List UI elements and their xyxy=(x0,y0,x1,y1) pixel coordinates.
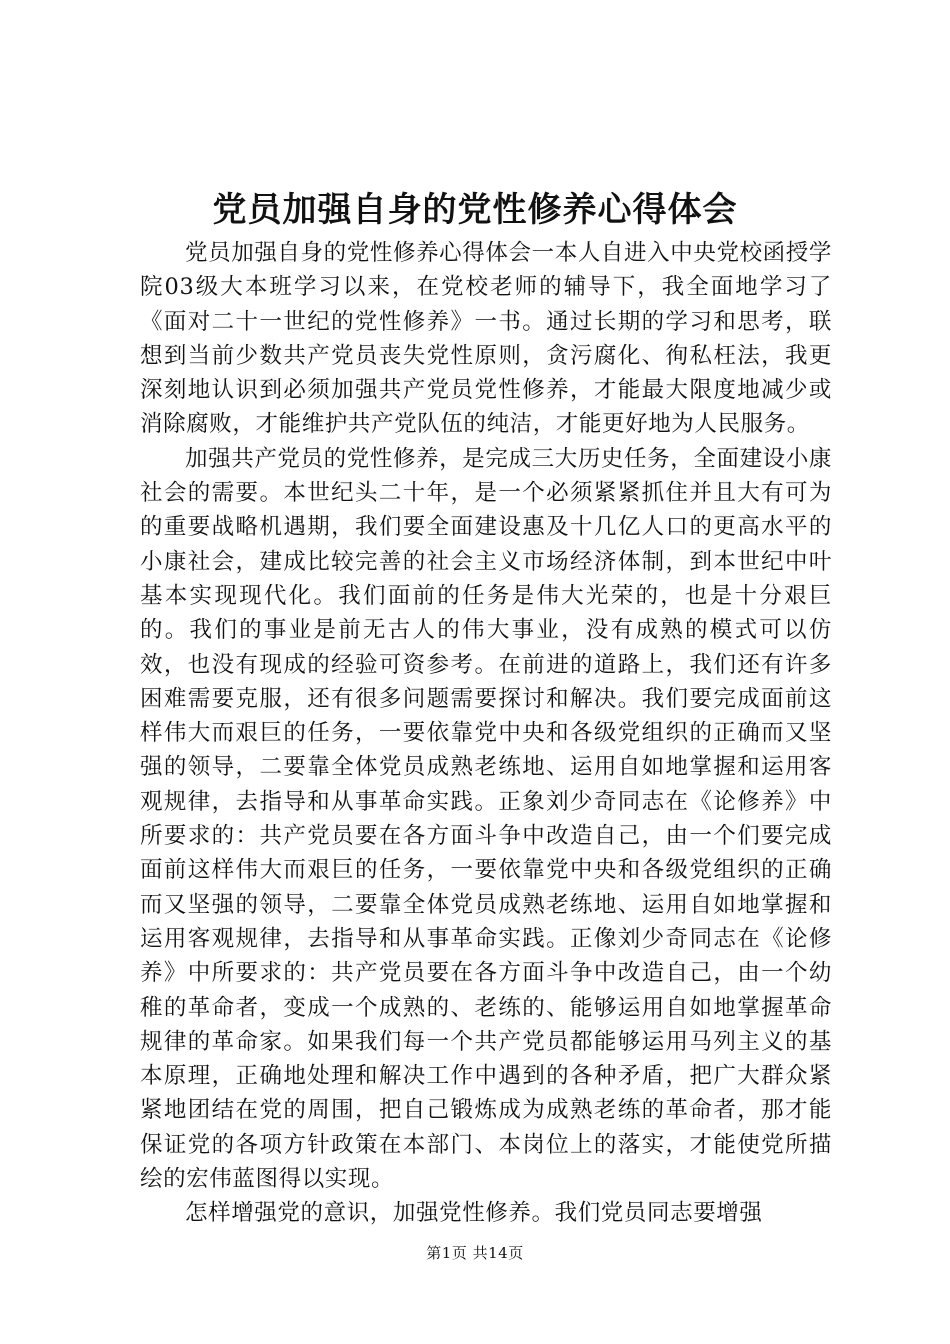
document-title: 党员加强自身的党性修养心得体会 xyxy=(212,190,738,230)
page-footer: 第1页 共14页 xyxy=(426,1244,524,1262)
paragraph: 党员加强自身的党性修养心得体会一本人自进入中央党校函授学院03级大本班学习以来，在党校老师的辅导下，我全面地学习了《面对二十一世纪的党性修养》一书。通过长期的学习和思考，联想到当前少数共产党员丧失党性原则，贪污腐化、徇私枉法，我更深刻地认识到必须加强共产党员党性修养，才能最大限度地减少或消除腐败，才能维护共产党队伍的纯洁，才能更好地为人民服务。 xyxy=(140,240,832,438)
paragraph: 怎样增强党的意识，加强党性修养。我们党员同志要增强 xyxy=(185,1200,763,1227)
document-body xyxy=(140,236,832,1231)
paragraph: 加强共产党员的党性修养，是完成三大历史任务，全面建设小康社会的需要。本世纪头二十年，是一个必须紧紧抓住并且大有可为的重要战略机遇期，我们要全面建设惠及十几亿人口的更高水平的小康社会，建成比较完善的社会主义市场经济体制，到本世纪中叶基本实现现代化。我们面前的任务是伟大光荣的，也是十分艰巨的。我们的事业是前无古人的伟大事业，没有成熟的模式可以仿效，也没有现成的经验可资参考。在前进的道路上，我们还有许多困难需要克服，还有很多问题需要探讨和解决。我们要完成面前这样伟大而艰巨的任务，一要依靠党中央和各级党组织的正确而又坚强的领导，二要靠全体党员成熟老练地、运用自如地掌握和运用客观规律，去指导和从事革命实践。正象刘少奇同志在《论修养》中所要求的：共产党员要在各方面斗争中改造自己，由一个们要完成面前这样伟大而艰巨的任务，一要依靠党中央和各级党组织的正确而又坚强的领导，二要靠全体党员成熟老练地、运用自如地掌握和运用客观规律，去指导和从事革命实践。正像刘少奇同志在《论修养》中所要求的：共产党员要在各方面斗争中改造自己，由一个幼稚的革命者，变成一个成熟的、老练的、能够运用自如地掌握革命规律的革命家。如果我们每一个共产党员都能够运用马列主义的基本原理，正确地处理和解决工作中遇到的各种矛盾，把广大群众紧紧地团结在党的周围，把自己锻炼成为成熟老练的革命者，那才能保证党的各项方针政策在本部门、本岗位上的落实，才能使党所描绘的宏伟蓝图得以实现。 xyxy=(140,445,832,1193)
